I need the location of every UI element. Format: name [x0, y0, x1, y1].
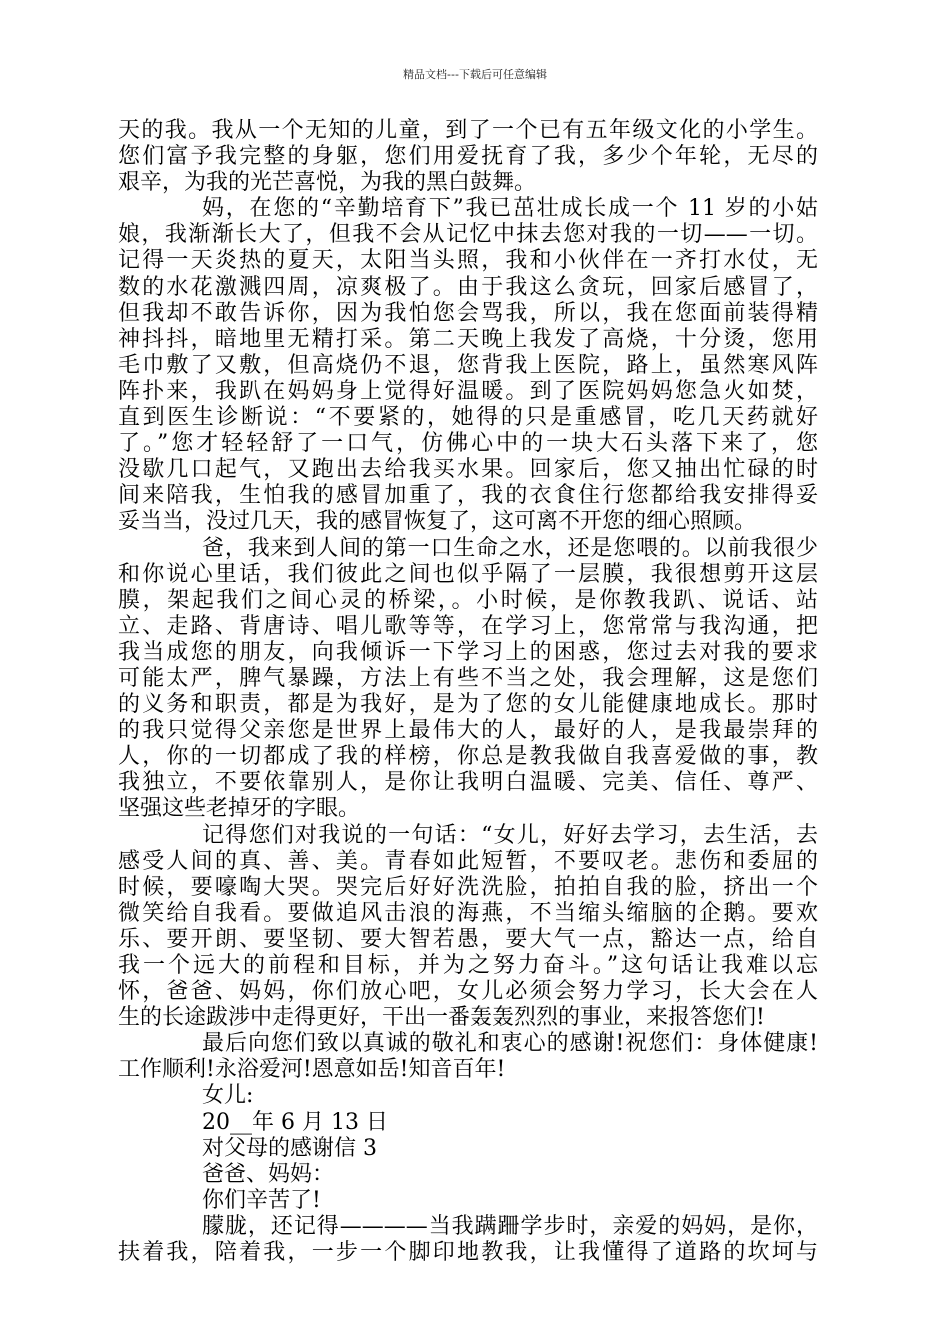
text-line: 的我只觉得父亲您是世界上最伟大的人，最好的人，是我最崇拜的 — [118, 718, 818, 744]
text-line: 坚强这些老掉牙的字眼。 — [118, 796, 361, 822]
text-line: 可能太严，脾气暴躁，方法上有些不当之处，我会理解，这是您们 — [118, 665, 818, 691]
text-line: 爸爸、妈妈： — [202, 1161, 335, 1187]
page-header: 精品文档---下载后可任意编辑 — [403, 68, 547, 81]
text-line: 最后向您们致以真诚的敬礼和衷心的感谢!祝您们：身体健康! — [202, 1031, 818, 1057]
text-line: 我一个远大的前程和目标，并为之努力奋斗。”这句话让我难以忘 — [118, 953, 818, 978]
text-line: 膜，架起我们之间心灵的桥梁，。小时候，是你教我趴、说话、站 — [118, 587, 818, 613]
text-line: 天的我。我从一个无知的儿童，到了一个已有五年级文化的小学生。 — [118, 118, 818, 143]
text-line: 我独立，不要依靠别人，是你让我明白温暖、完美、信任、尊严、 — [118, 770, 818, 796]
text-line: 你们辛苦了! — [202, 1187, 321, 1213]
text-line: 的义务和职责，都是为我好，是为了您的女儿能健康地成长。那时 — [118, 692, 818, 718]
text-line: 人，你的一切都成了我的样榜，你总是教我做自我喜爱做的事，教 — [118, 744, 818, 770]
text-line: 艰辛，为我的光芒喜悦，为我的黑白鼓舞。 — [118, 170, 537, 196]
text-line: 乐、要开朗、要坚韧、要大智若愚，要大气一点，豁达一点，给自 — [118, 926, 818, 952]
text-line: 扶着我，陪着我，一步一个脚印地教我，让我懂得了道路的坎坷与 — [118, 1240, 818, 1266]
text-line: 间来陪我，生怕我的感冒加重了，我的衣食住行您都给我安排得妥 — [118, 483, 818, 509]
text-line: 了。”您才轻轻舒了一口气，仿佛心中的一块大石头落下来了，您 — [118, 431, 818, 457]
text-line: 对父母的感谢信 3 — [202, 1135, 377, 1161]
text-line: 20__年 6 月 13 日 — [202, 1109, 388, 1135]
text-line: 女儿: — [202, 1083, 254, 1109]
text-line: 爸，我来到人间的第一口生命之水，还是您喂的。以前我很少 — [202, 535, 818, 561]
text-line: 但我却不敢告诉你，因为我怕您会骂我，所以，我在您面前装得精 — [118, 300, 818, 326]
text-line: 感受人间的真、善、美。青春如此短暂，不要叹老。悲伤和委屈的 — [118, 848, 818, 874]
document-body — [118, 118, 818, 1266]
text-line: 和你说心里话，我们彼此之间也似乎隔了一层膜，我很想剪开这层 — [118, 561, 818, 587]
text-line: 阵扑来，我趴在妈妈身上觉得好温暖。到了医院妈妈您急火如焚， — [118, 378, 818, 404]
text-line: 娘，我渐渐长大了，但我不会从记忆中抹去您对我的一切——一切。 — [118, 222, 818, 248]
text-line: 记得一天炎热的夏天，太阳当头照，我和小伙伴在一齐打水仗，无 — [118, 248, 818, 274]
text-line: 时候，要嚎啕大哭。哭完后好好洗洗脸，拍拍自我的脸，挤出一个 — [118, 874, 818, 900]
text-line: 妈，在您的“辛勤培育下”我已茁壮成长成一个 11 岁的小姑 — [202, 196, 818, 222]
text-line: 立、走路、背唐诗、唱儿歌等等，在学习上，您常常与我沟通，把 — [118, 613, 818, 639]
text-line: 直到医生诊断说：“不要紧的，她得的只是重感冒，吃几天药就好 — [118, 405, 818, 431]
text-line: 毛巾敷了又敷，但高烧仍不退，您背我上医院，路上，虽然寒风阵 — [118, 352, 818, 378]
text-line: 生的长途跋涉中走得更好，干出一番轰轰烈烈的事业，来报答您们! — [118, 1005, 765, 1031]
text-line: 您们富予我完整的身躯，您们用爱抚育了我，多少个年轮，无尽的 — [118, 144, 818, 170]
text-line: 微笑给自我看。要做追风击浪的海燕，不当缩头缩脑的企鹅。要欢 — [118, 900, 818, 926]
text-line: 妥当当，没过几天，我的感冒恢复了，这可离不开您的细心照顾。 — [118, 509, 757, 535]
text-line: 神抖抖，暗地里无精打采。第二天晚上我发了高烧，十分烫，您用 — [118, 326, 818, 352]
text-line: 工作顺利!永浴爱河!恩意如岳!知音百年! — [118, 1057, 506, 1083]
text-line: 我当成您的朋友，向我倾诉一下学习上的困惑，您过去对我的要求 — [118, 639, 818, 665]
text-line: 朦胧，还记得————当我蹒跚学步时，亲爱的妈妈，是你， — [202, 1213, 818, 1239]
text-line: 数的水花激溅四周，凉爽极了。由于我这么贪玩，回家后感冒了， — [118, 274, 818, 300]
text-line: 没歇几口起气，又跑出去给我买水果。回家后，您又抽出忙碌的时 — [118, 457, 818, 483]
text-line: 怀，爸爸、妈妈，你们放心吧，女儿必须会努力学习，长大会在人 — [118, 979, 818, 1005]
text-line: 记得您们对我说的一句话：“女儿，好好去学习，去生活，去 — [202, 822, 818, 848]
